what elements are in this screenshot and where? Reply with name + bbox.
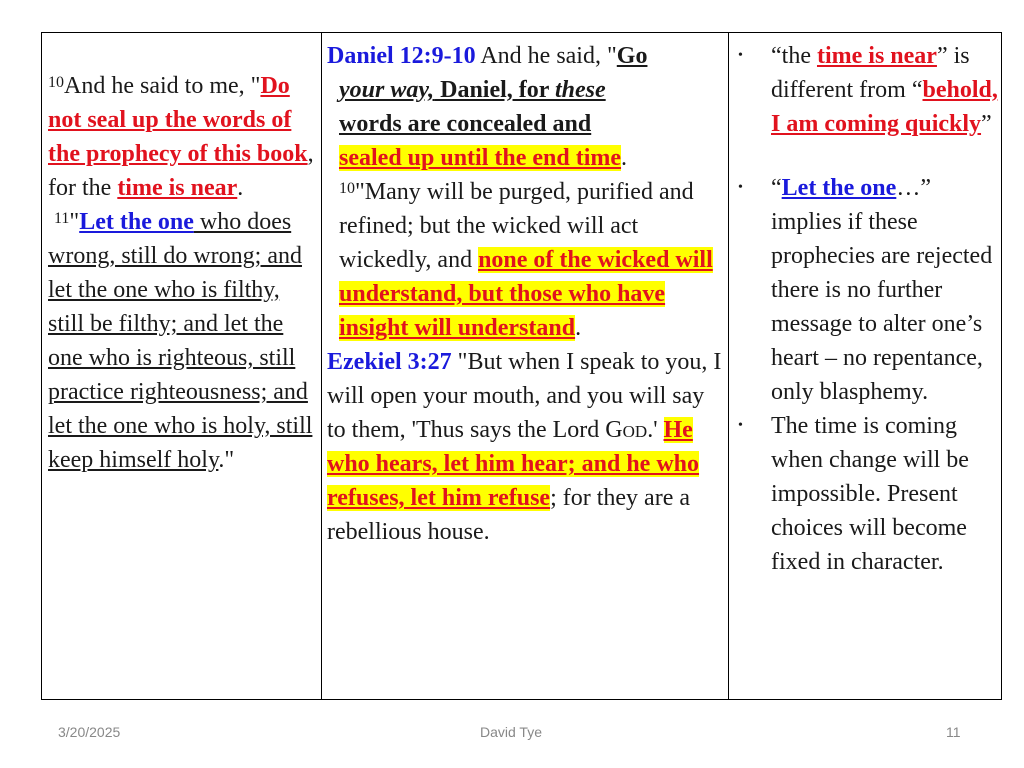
small-caps-text: God bbox=[605, 417, 648, 443]
daniel-passage bbox=[327, 39, 724, 345]
verse-text: ." bbox=[218, 447, 235, 473]
comment-text: ” is different from “ bbox=[771, 43, 970, 103]
red-emphasis: time is near bbox=[117, 175, 238, 201]
footer-page-number: 11 bbox=[946, 724, 961, 740]
list-item bbox=[729, 39, 1001, 141]
bullet-icon: • bbox=[738, 418, 743, 433]
highlighted-text: sealed up until the end time bbox=[339, 145, 622, 171]
revelation-column bbox=[42, 33, 322, 700]
verse-number: 10 bbox=[48, 74, 64, 91]
commentary-column bbox=[729, 33, 1002, 700]
verse-text: . bbox=[237, 175, 244, 201]
highlighted-text: He who hears, let him hear; and he who refuses, let him refuse bbox=[327, 417, 700, 511]
comment-text: “the bbox=[771, 43, 817, 69]
daniel-reference: Daniel 12:9-10 bbox=[327, 43, 476, 69]
bold-underline-text: words are concealed and bbox=[339, 111, 592, 137]
scripture-table bbox=[41, 32, 1002, 700]
verse-text: ; for they are a rebellious house. bbox=[327, 485, 690, 545]
comment-text: ” bbox=[981, 111, 992, 137]
verse-number: 11 bbox=[54, 210, 70, 227]
verse-text: And he said, " bbox=[475, 43, 617, 69]
comment-text: …” implies if these prophecies are rejected there is no further message to alter one’s heart – no repentance, only blasphemy. bbox=[771, 175, 993, 405]
italic-emphasis: these bbox=[555, 77, 606, 103]
bold-underline-text: Daniel, for bbox=[434, 77, 555, 103]
italic-emphasis: your way, bbox=[339, 77, 435, 103]
blue-emphasis: Let the one bbox=[79, 209, 194, 235]
verse-text: .' bbox=[647, 417, 664, 443]
verse-text: . bbox=[621, 145, 628, 171]
daniel-body bbox=[327, 73, 724, 345]
daniel-ezekiel-column bbox=[322, 33, 729, 700]
highlighted-text: none of the wicked will understand, but those who have insight will understand bbox=[339, 247, 713, 341]
red-emphasis: behold, I am coming quickly bbox=[771, 77, 998, 137]
ezekiel-reference: Ezekiel 3:27 bbox=[327, 349, 452, 375]
red-emphasis: Do not seal up the words of the prophecy of this book bbox=[48, 73, 308, 167]
underlined-text: who does wrong, still do wrong; and let the one who is filthy, still be filthy; and let the one who is righteous, still practice righteousness; and let the one who is holy, still keep himself holy bbox=[48, 209, 313, 473]
verse-text: , for the bbox=[48, 141, 314, 201]
red-emphasis: time is near bbox=[816, 43, 937, 69]
bold-underline-text: Go bbox=[616, 43, 648, 69]
comment-text: “ bbox=[771, 175, 782, 201]
ezekiel-passage bbox=[327, 345, 724, 549]
list-item bbox=[729, 409, 1001, 579]
verse-number: 10 bbox=[339, 180, 355, 197]
verse-text: "Many will be purged, purified and refined; but the wicked will act wickedly, and bbox=[339, 179, 694, 273]
blue-emphasis: Let the one bbox=[781, 175, 897, 201]
table-row bbox=[42, 33, 1002, 700]
verse-text: " bbox=[69, 209, 80, 235]
verse-text: "But when I speak to you, I will open your mouth, and you will say to them, 'Thus says the Lord bbox=[327, 349, 722, 443]
bullet-icon: • bbox=[738, 48, 743, 63]
list-item bbox=[729, 171, 1001, 409]
commentary-list bbox=[729, 39, 1001, 579]
comment-text: The time is coming when change will be impossible. Present choices will become fixed in character. bbox=[771, 413, 969, 575]
bullet-icon: • bbox=[738, 180, 743, 195]
footer-date: 3/20/2025 bbox=[58, 724, 121, 740]
footer-author: David Tye bbox=[480, 724, 542, 740]
list-spacer bbox=[729, 141, 1001, 171]
verse-text: And he said to me, " bbox=[64, 73, 261, 99]
verse-text: . bbox=[575, 315, 582, 341]
